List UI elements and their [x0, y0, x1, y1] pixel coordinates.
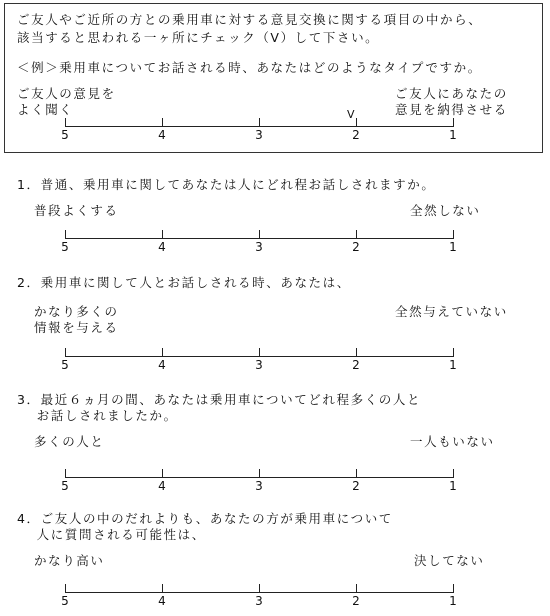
scale-number: 5: [61, 240, 69, 254]
scale-tick[interactable]: [162, 584, 163, 593]
scale-tick[interactable]: [356, 230, 357, 239]
scale-number: 4: [158, 240, 166, 254]
scale-number: 5: [61, 128, 69, 142]
question-4-right-label: 決してない: [414, 553, 485, 568]
scale-tick[interactable]: [453, 584, 454, 593]
scale-tick[interactable]: [453, 348, 454, 357]
question-1-right-label: 全然しない: [410, 203, 481, 218]
instruction-line-1: ご友人やご近所の方との乗用車に対する意見交換に関する項目の中から、: [17, 12, 483, 27]
scale-number: 5: [61, 594, 69, 608]
example-left-label: ご友人の意見を よく聞く: [17, 86, 116, 117]
question-3-right-label: 一人もいない: [410, 434, 495, 449]
scale-tick[interactable]: [356, 584, 357, 593]
scale-tick[interactable]: [162, 348, 163, 357]
example-question: ＜例＞乗用車についてお話される時、あなたはどのようなタイプですか。: [17, 60, 482, 75]
question-2-right-label: 全然与えていない: [395, 304, 508, 319]
instruction-line-2: 該当すると思われる一ヶ所にチェック（V）して下さい。: [17, 30, 380, 45]
scale-number: 2: [352, 358, 360, 372]
scale-tick[interactable]: [259, 584, 260, 593]
scale-tick[interactable]: [162, 118, 163, 127]
scale-number: 4: [158, 358, 166, 372]
scale-tick[interactable]: [65, 348, 66, 357]
question-1-text: 1．普通、乗用車に関してあなたは人にどれ程お話しされますか。: [17, 177, 436, 192]
scale-number: 2: [352, 240, 360, 254]
scale-tick[interactable]: [356, 118, 357, 127]
question-4-left-label: かなり高い: [34, 553, 105, 568]
scale-number: 3: [255, 479, 263, 493]
scale-number: 2: [352, 479, 360, 493]
scale-tick[interactable]: [356, 348, 357, 357]
scale-tick[interactable]: [453, 469, 454, 478]
scale-tick[interactable]: [453, 230, 454, 239]
scale-number: 4: [158, 594, 166, 608]
question-1-left-label: 普段よくする: [34, 203, 119, 218]
question-2-left-label: かなり多くの 情報を与える: [34, 304, 119, 335]
scale-tick[interactable]: [65, 118, 66, 127]
scale-number: 3: [255, 358, 263, 372]
scale-tick[interactable]: [259, 348, 260, 357]
scale-tick[interactable]: [356, 469, 357, 478]
scale-tick[interactable]: [162, 230, 163, 239]
scale-number: 5: [61, 479, 69, 493]
scale-number: 2: [352, 128, 360, 142]
check-mark: V: [347, 108, 355, 121]
scale-number: 1: [449, 479, 457, 493]
example-right-label: ご友人にあなたの 意見を納得させる: [395, 86, 508, 117]
question-4-text: 4．ご友人の中のだれよりも、あなたの方が乗用車について 人に質問される可能性は、: [17, 511, 393, 542]
scale-number: 4: [158, 128, 166, 142]
scale-tick[interactable]: [453, 118, 454, 127]
scale-number: 3: [255, 594, 263, 608]
scale-number: 1: [449, 594, 457, 608]
scale-number: 1: [449, 358, 457, 372]
question-3-text: 3．最近６ヵ月の間、あなたは乗用車についてどれ程多くの人と お話しされましたか。: [17, 392, 422, 423]
scale-number: 5: [61, 358, 69, 372]
scale-number: 3: [255, 128, 263, 142]
scale-number: 4: [158, 479, 166, 493]
question-3-left-label: 多くの人と: [34, 434, 105, 449]
scale-tick[interactable]: [65, 230, 66, 239]
scale-tick[interactable]: [259, 230, 260, 239]
question-2-text: 2．乗用車に関して人とお話しされる時、あなたは、: [17, 275, 351, 290]
scale-tick[interactable]: [259, 118, 260, 127]
scale-tick[interactable]: [259, 469, 260, 478]
scale-number: 1: [449, 128, 457, 142]
scale-tick[interactable]: [65, 469, 66, 478]
scale-number: 2: [352, 594, 360, 608]
scale-tick[interactable]: [65, 584, 66, 593]
scale-number: 1: [449, 240, 457, 254]
scale-number: 3: [255, 240, 263, 254]
scale-tick[interactable]: [162, 469, 163, 478]
